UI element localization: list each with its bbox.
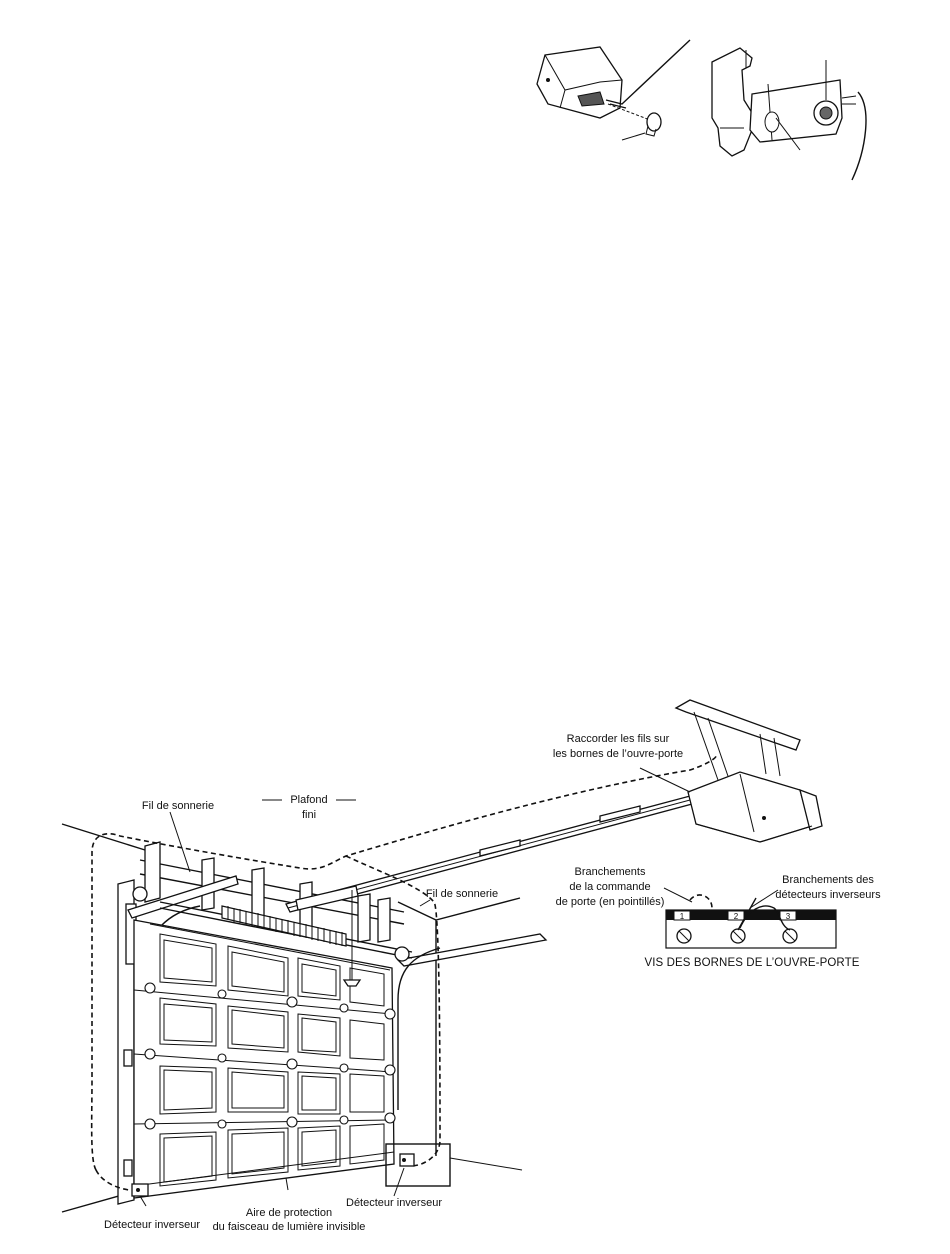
reversing-sensor-right-device	[400, 1154, 414, 1166]
label-connect-wires-line2: les bornes de l’ouvre-porte	[552, 748, 684, 760]
label-connect-wires-line1: Raccorder les fils sur	[566, 733, 670, 745]
label-reversing-sensor-left: Détecteur inverseur	[104, 1219, 200, 1231]
label-finished-ceiling-line2: fini	[301, 809, 317, 821]
label-protection-area	[213, 1207, 366, 1233]
terminal-1-number: 1	[679, 912, 685, 921]
garage-door	[134, 920, 395, 1198]
reversing-sensor-left-device	[132, 1184, 148, 1196]
terminal-2-number: 2	[733, 912, 739, 921]
sensor-bracket-detail	[537, 40, 866, 180]
label-sensor-connections	[775, 874, 881, 901]
label-protection-area-line2: du faisceau de lumière invisible	[212, 1221, 366, 1233]
label-bell-wire-left: Fil de sonnerie	[141, 800, 215, 812]
label-sensor-connections-line1: Branchements des	[782, 874, 874, 886]
label-door-control-connections	[556, 866, 665, 908]
label-finished-ceiling-line1: Plafond	[290, 794, 328, 806]
label-bell-wire-right: Fil de sonnerie	[425, 888, 499, 900]
terminal-screws-caption: VIS DES BORNES DE L’OUVRE-PORTE	[644, 957, 860, 969]
opener-motor	[676, 700, 822, 842]
label-door-control-line2: de la commande	[569, 881, 651, 893]
label-finished-ceiling	[290, 794, 327, 821]
sensor-bracket-right	[712, 48, 866, 180]
label-connect-wires	[553, 733, 683, 760]
label-reversing-sensor-right: Détecteur inverseur	[346, 1197, 442, 1209]
label-sensor-connections-line2: détecteurs inverseurs	[775, 889, 881, 901]
garage-illustration	[62, 700, 822, 1212]
label-door-control-line3: de porte (en pointillés)	[555, 896, 665, 908]
terminal-3-number: 3	[785, 912, 791, 921]
sensor-callout-box	[386, 1144, 450, 1186]
label-door-control-line1: Branchements	[574, 866, 646, 878]
label-protection-area-line1: Aire de protection	[245, 1207, 333, 1219]
